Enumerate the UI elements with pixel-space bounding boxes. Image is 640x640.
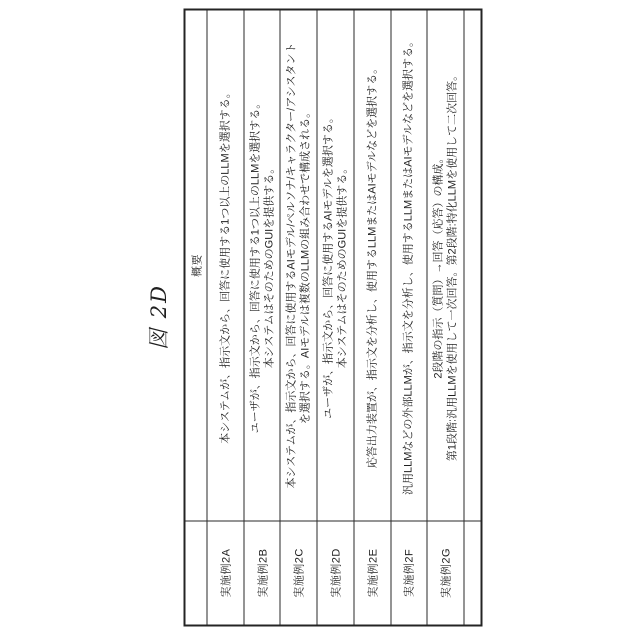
example-label: 実施例2E xyxy=(366,548,379,597)
summary-cell xyxy=(317,10,353,521)
summary-cell xyxy=(427,10,463,521)
example-label-cell xyxy=(280,521,316,624)
summary-cell xyxy=(280,10,316,521)
summary-line: 2段階の指示（質問）→回答（応答）の構成。 xyxy=(432,151,445,379)
summary-line: 本システムはそのためのGUIを提供する。 xyxy=(336,162,349,368)
summary-line: 汎用LLMなどの外部LLMが、指示文を分析し、使用するLLMまたはAIモデルなどを選択する。 xyxy=(402,35,415,495)
example-label: 実施例2F xyxy=(403,548,416,597)
summary-cell xyxy=(244,10,280,521)
table-row xyxy=(353,10,390,624)
summary-line: 応答出力装置が、指示文を分析し、使用するLLMまたはAIモデルなどを選択する。 xyxy=(365,62,378,468)
table-rotator xyxy=(183,8,482,626)
table-row xyxy=(279,10,316,624)
figure-caption xyxy=(144,273,172,361)
summary-line: 本システムはそのためのGUIを提供する。 xyxy=(262,162,275,368)
header-summary-cell xyxy=(185,10,206,521)
summary-column-header: 概要 xyxy=(190,253,203,277)
trailing-empty-row xyxy=(463,10,480,624)
summary-cell xyxy=(354,10,390,521)
table-row xyxy=(316,10,353,624)
example-label: 実施例2D xyxy=(330,547,343,598)
header-label-cell xyxy=(185,521,206,624)
summary-line: ユーザが、指示文から、回答に使用する1つ以上のLLMを選択する。 xyxy=(248,97,261,433)
example-label: 実施例2B xyxy=(256,548,269,597)
summary-cell xyxy=(391,10,427,521)
header-row xyxy=(185,10,206,624)
example-label: 実施例2A xyxy=(219,548,232,597)
example-label: 実施例2G xyxy=(440,547,453,598)
example-label: 実施例2C xyxy=(293,547,306,598)
table-row xyxy=(390,10,427,624)
table-row xyxy=(243,10,280,624)
summary-line: を選択する。AIモデルは複数のLLMの組み合わせで構成される。 xyxy=(299,106,312,424)
example-label-cell xyxy=(207,521,243,624)
summary-line: 本システムが、指示文から、回答に使用する1つ以上のLLMを選択する。 xyxy=(218,86,231,444)
trailing-summary-cell xyxy=(464,10,480,521)
summary-line: 本システムが、指示文から、回答に使用するAIモデル/ペルソナ/キャラクター/アシスタント xyxy=(285,42,298,488)
summary-line: ユーザが、指示文から、回答に使用するAIモデルを選択する。 xyxy=(322,111,335,419)
example-label-cell xyxy=(427,521,463,624)
summary-table xyxy=(183,8,482,626)
figure-caption-text: 図 2D xyxy=(147,284,171,350)
trailing-label-cell xyxy=(464,521,480,624)
summary-line: 第1段階:汎用LLMを使用して一次回答。第2段階:特化LLMを使用して二次回答。 xyxy=(446,69,459,461)
table-row xyxy=(426,10,463,624)
example-label-cell xyxy=(354,521,390,624)
example-label-cell xyxy=(317,521,353,624)
table-row xyxy=(206,10,243,624)
example-label-cell xyxy=(391,521,427,624)
example-label-cell xyxy=(244,521,280,624)
summary-cell xyxy=(207,10,243,521)
